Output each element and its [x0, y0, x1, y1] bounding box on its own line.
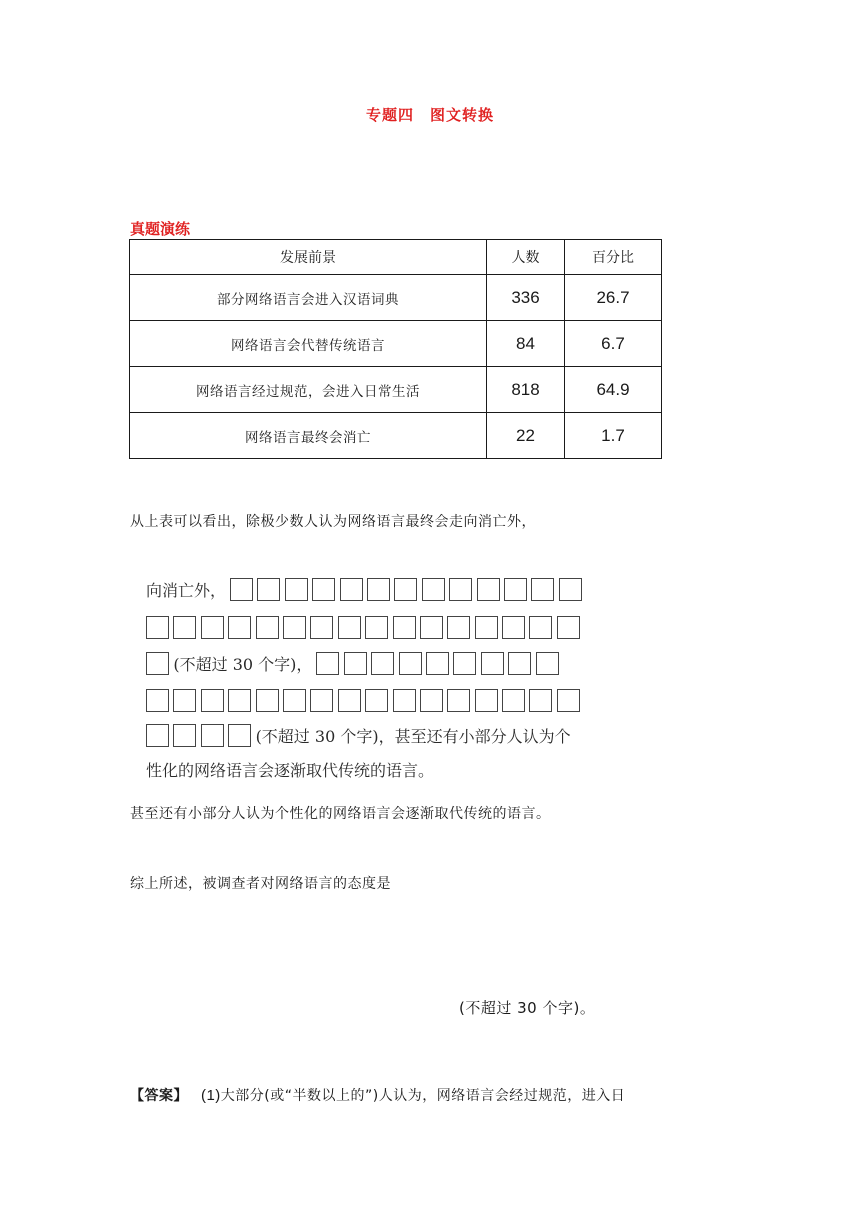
cell-count: 336 [487, 275, 565, 321]
intro-paragraph: 从上表可以看出，除极少数人认为网络语言最终会走向消亡外， [130, 514, 536, 530]
answer-box [312, 578, 335, 601]
cell-count: 84 [487, 321, 565, 367]
answer-box [146, 689, 169, 712]
answer-box [228, 616, 251, 639]
answer-box [367, 578, 390, 601]
answer-box [426, 652, 449, 675]
cell-prospect: 网络语言经过规范，会进入日常生活 [130, 367, 487, 413]
grid-prefix: 向消亡外， [146, 580, 227, 600]
answer-box [559, 578, 582, 601]
answer-box [447, 689, 470, 712]
answer-box [365, 616, 388, 639]
header-count: 人数 [487, 240, 565, 275]
answer-box [310, 616, 333, 639]
answer-box [557, 689, 580, 712]
table-row [130, 413, 662, 459]
answer-box [228, 689, 251, 712]
answer-box [557, 616, 580, 639]
cell-count: 818 [487, 367, 565, 413]
answer-line [130, 1085, 625, 1105]
answer-box [371, 652, 394, 675]
grid-line-2 [146, 614, 584, 640]
grid-line-6 [146, 756, 434, 782]
answer-box [394, 578, 417, 601]
answer-box [146, 724, 169, 747]
answer-box [201, 616, 224, 639]
answer-box [453, 652, 476, 675]
answer-box [173, 724, 196, 747]
cell-percent: 64.9 [565, 367, 662, 413]
table-row [130, 367, 662, 413]
answer-box [230, 578, 253, 601]
grid-line-6-text: 性化的网络语言会逐渐取代传统的语言。 [146, 760, 435, 780]
continuation-paragraph: 甚至还有小部分人认为个性化的网络语言会逐渐取代传统的语言。 [130, 806, 551, 822]
grid-line-5 [146, 722, 571, 748]
answer-number: (1) [200, 1087, 221, 1104]
answer-text: 大部分(或“半数以上的”)人认为，网络语言会经过规范，进入日 [220, 1088, 626, 1104]
answer-box [422, 578, 445, 601]
grid-limit-a: (不超过 30 个字)， [173, 654, 313, 674]
answer-box [257, 578, 280, 601]
page-title: 专题四 图文转换 [365, 106, 494, 124]
cell-prospect: 部分网络语言会进入汉语词典 [130, 275, 487, 321]
answer-box [475, 689, 498, 712]
answer-box [449, 578, 472, 601]
grid-limit-b: (不超过 30 个字)，甚至还有小部分人认为个 [255, 726, 571, 746]
answer-box [502, 616, 525, 639]
grid-line-3 [146, 650, 563, 676]
header-prospect: 发展前景 [130, 240, 487, 275]
answer-box [201, 724, 224, 747]
answer-box [508, 652, 531, 675]
answer-box [256, 616, 279, 639]
answer-box [173, 616, 196, 639]
answer-box [447, 616, 470, 639]
word-limit-note: (不超过 30 个字)。 [459, 999, 596, 1017]
answer-box [310, 689, 333, 712]
cell-percent: 1.7 [565, 413, 662, 459]
answer-box [393, 616, 416, 639]
answer-box [316, 652, 339, 675]
answer-box [393, 689, 416, 712]
table-row [130, 321, 662, 367]
answer-box [338, 616, 361, 639]
cell-percent: 26.7 [565, 275, 662, 321]
answer-box [477, 578, 500, 601]
answer-box [475, 616, 498, 639]
answer-box [173, 689, 196, 712]
table-row [130, 275, 662, 321]
answer-box [283, 689, 306, 712]
answer-box [256, 689, 279, 712]
answer-box [146, 652, 169, 675]
answer-box [365, 689, 388, 712]
table-header-row [130, 240, 662, 275]
answer-box [420, 616, 443, 639]
answer-box [529, 616, 552, 639]
answer-box [536, 652, 559, 675]
cell-prospect: 网络语言会代替传统语言 [130, 321, 487, 367]
grid-line-4 [146, 687, 584, 713]
answer-mark: 【答案】 [130, 1088, 188, 1104]
cell-percent: 6.7 [565, 321, 662, 367]
answer-box [420, 689, 443, 712]
answer-box [201, 689, 224, 712]
answer-box [504, 578, 527, 601]
answer-box [283, 616, 306, 639]
survey-table [129, 239, 662, 459]
cell-prospect: 网络语言最终会消亡 [130, 413, 487, 459]
answer-box [481, 652, 504, 675]
grid-line-1 [146, 576, 586, 602]
answer-box [344, 652, 367, 675]
answer-box [340, 578, 363, 601]
answer-box [502, 689, 525, 712]
summary-paragraph: 综上所述，被调查者对网络语言的态度是 [130, 876, 391, 892]
answer-box [228, 724, 251, 747]
cell-count: 22 [487, 413, 565, 459]
answer-box [285, 578, 308, 601]
answer-box [531, 578, 554, 601]
header-percent: 百分比 [565, 240, 662, 275]
answer-box [338, 689, 361, 712]
answer-box [146, 616, 169, 639]
section-heading: 真题演练 [130, 220, 191, 238]
answer-box [529, 689, 552, 712]
answer-box [399, 652, 422, 675]
